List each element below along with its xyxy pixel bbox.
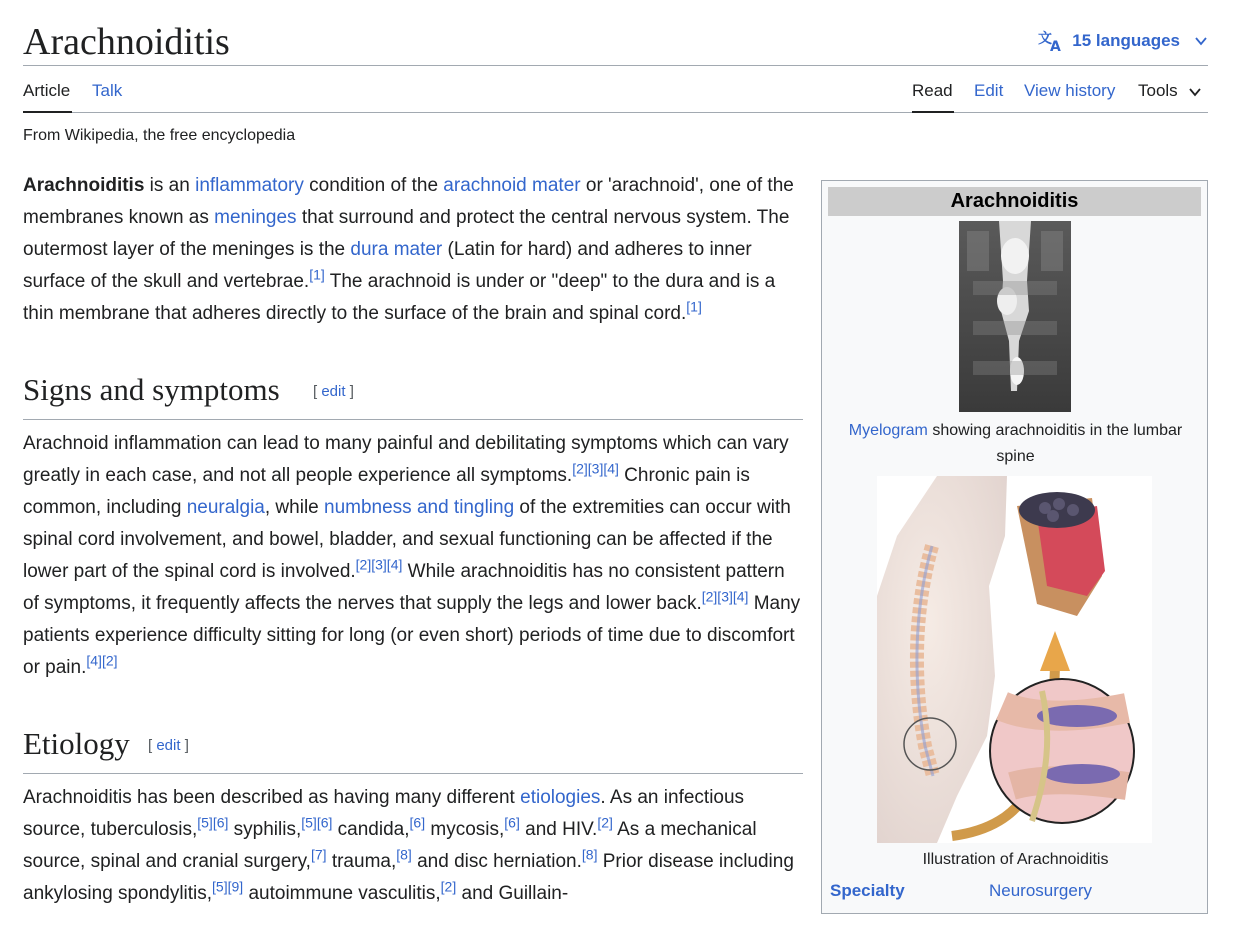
chevron-down-icon (1194, 34, 1208, 48)
citation-link[interactable]: [5][6] (301, 814, 333, 831)
signs-paragraph: Arachnoid inflammation can lead to many painful and debilitating symptoms which can vary greatly in each case, and not all people experience all symptoms.[2][3][4] Chronic pain is common, including neuralgia, while numbness and tingling of the extremities can occur with spinal cord involvement, and bowel, bladder, and sexual functioning can be affected if the lower part of the spinal cord is involved.[2][3][4] While arachnoiditis has no consistent pattern of symptoms, it frequently affects the nerves that supply the legs and lower back.[2][3][4] Many patients experience difficulty sitting for long (or even short) periods of time due to discomfort or pain.[4][2] (23, 433, 801, 678)
edit-section-link[interactable]: edit (321, 383, 346, 400)
specialty-label[interactable]: Specialty (830, 881, 905, 900)
chevron-down-icon (1188, 85, 1202, 99)
tab-article-underline (23, 111, 72, 113)
citation-link[interactable]: [5][6] (197, 814, 229, 831)
citation-link[interactable]: [2][3][4] (355, 556, 403, 573)
section-heading-etiology (23, 724, 803, 774)
myelogram-caption: Myelogram showing arachnoiditis in the lumbar spine (848, 422, 1183, 465)
heading-text: Etiology (23, 726, 130, 761)
tab-read-underline (912, 111, 954, 113)
edit-section-link[interactable]: edit (156, 737, 181, 754)
etiology-paragraph: Arachnoiditis has been described as having many different etiologies. As an infectious source, tuberculosis,[5][6] syphilis,[5][6] candida,[6] mycosis,[6] and HIV.[2] As a mechanical source, spinal and cranial surgery,[7] trauma,[8] and disc herniation.[8] Prior disease including ankylosing spondylitis,[5][9] autoimmune vasculitis,[2] and Guillain- (23, 787, 794, 904)
link-numbness[interactable]: numbness and tingling (324, 497, 515, 518)
citation-link[interactable]: [8] (396, 846, 412, 863)
site-tagline: From Wikipedia, the free encyclopedia (23, 127, 296, 144)
link-dura-mater[interactable]: dura mater (350, 239, 443, 260)
tab-view-history[interactable]: View history (1024, 81, 1116, 100)
title-bar (23, 18, 1208, 66)
arachnoiditis-illustration[interactable] (877, 476, 1152, 843)
specialty-value[interactable]: Neurosurgery (989, 881, 1092, 900)
citation-link[interactable]: [6] (409, 814, 426, 831)
tab-edit[interactable]: Edit (974, 81, 1004, 100)
heading-text: Signs and symptoms (23, 372, 280, 407)
citation-link[interactable]: [2] (597, 814, 613, 831)
citation-link[interactable]: [6] (504, 814, 520, 831)
illustration-graphic (877, 476, 1152, 843)
section-edit: [ edit ] (313, 383, 354, 400)
intro-paragraph: Arachnoiditis is an inflammatory condition of the arachnoid mater or 'arachnoid', one of the membranes known as meninges that surround and protect the central nervous system. The outermost layer of the meninges is the dura mater (Latin for hard) and adheres to inner surface of the skull and vertebrae.[1] The arachnoid is under or "deep" to the dura and is a thin membrane that adheres directly to the surface of the brain and spinal cord.[1] (23, 175, 794, 324)
citation-link[interactable]: [2][3][4] (572, 460, 619, 477)
citation-link[interactable]: [1] (686, 298, 702, 315)
citation-link[interactable]: [7] (310, 846, 327, 863)
citation-link[interactable]: [5][9] (212, 878, 244, 895)
xray-graphic (959, 221, 1071, 412)
citation-link[interactable]: [2][3][4] (701, 588, 749, 605)
illustration-caption: Illustration of Arachnoiditis (922, 851, 1109, 868)
svg-text:文: 文 (1038, 31, 1053, 47)
section-heading-signs (23, 370, 803, 420)
bold-term: Arachnoiditis (23, 175, 145, 196)
tab-article[interactable]: Article (23, 81, 71, 100)
citation-link[interactable]: [1] (309, 266, 325, 283)
page-tabs (23, 66, 1208, 113)
citation-link[interactable]: [4][2] (86, 652, 118, 669)
link-inflammatory[interactable]: inflammatory (195, 175, 304, 196)
tab-talk[interactable]: Talk (92, 81, 123, 100)
citation-link[interactable]: [2] (440, 878, 457, 895)
page-title: Arachnoiditis (23, 21, 230, 63)
myelogram-image[interactable] (959, 221, 1071, 412)
infobox (821, 180, 1208, 914)
link-myelogram[interactable]: Myelogram (848, 422, 928, 439)
section-edit: [ edit ] (148, 737, 189, 754)
svg-text:A: A (1050, 39, 1062, 52)
tab-read[interactable]: Read (912, 81, 953, 100)
tools-menu[interactable] (1138, 81, 1202, 101)
languages-button[interactable] (1038, 30, 1208, 52)
link-neuralgia[interactable]: neuralgia (186, 497, 265, 518)
link-etiologies[interactable]: etiologies (520, 787, 601, 808)
infobox-title: Arachnoiditis (828, 187, 1201, 216)
tools-label: Tools (1138, 81, 1178, 100)
article-body (23, 170, 803, 910)
link-meninges[interactable]: meninges (214, 207, 297, 228)
link-arachnoid-mater[interactable]: arachnoid mater (443, 175, 581, 196)
translate-icon (1038, 30, 1064, 52)
languages-label: 15 languages (1072, 31, 1180, 50)
citation-link[interactable]: [8] (581, 846, 598, 863)
